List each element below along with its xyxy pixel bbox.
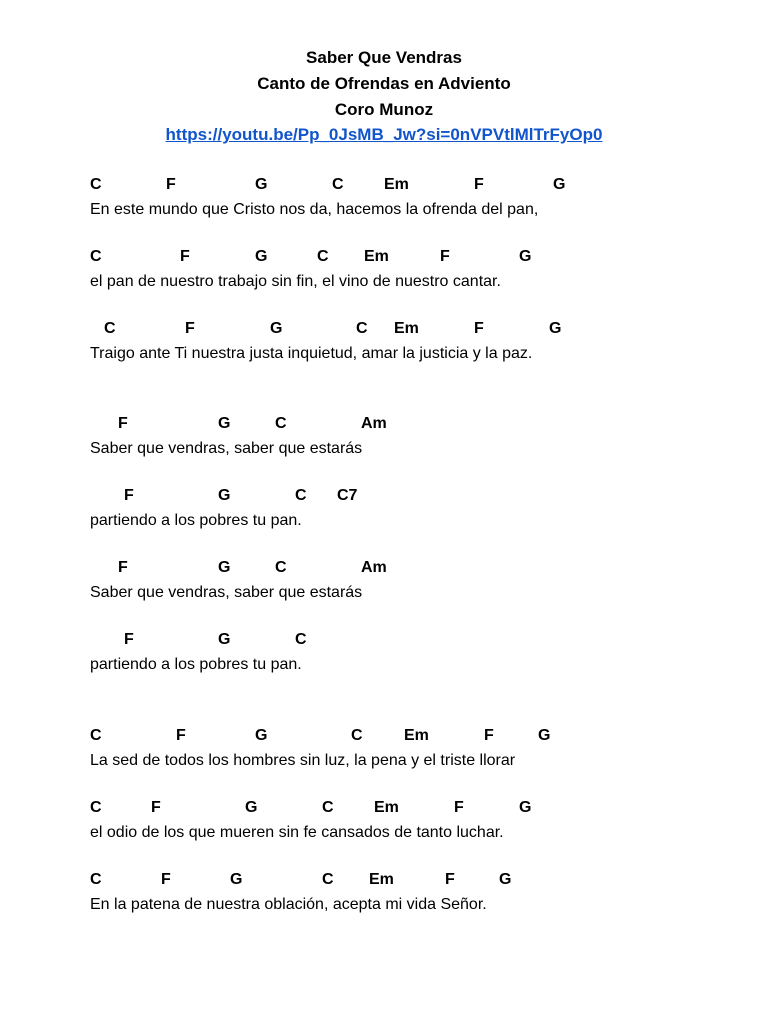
lyric-line: Traigo ante Ti nuestra justa inquietud, amar la justicia y la paz. bbox=[90, 345, 533, 362]
chord: G bbox=[519, 799, 532, 816]
chord: Am bbox=[361, 415, 387, 432]
chord: C bbox=[295, 487, 307, 504]
chord: F bbox=[166, 176, 176, 193]
lyric-line: Saber que vendras, saber que estarás bbox=[90, 584, 363, 601]
chord: C bbox=[90, 248, 102, 265]
chord: F bbox=[118, 559, 128, 576]
chord: F bbox=[124, 487, 134, 504]
chord: Em bbox=[404, 727, 429, 744]
chord: C bbox=[90, 176, 102, 193]
chord: F bbox=[151, 799, 161, 816]
lyric-line: En la patena de nuestra oblación, acepta mi vida Señor. bbox=[90, 896, 487, 913]
chord: G bbox=[255, 727, 268, 744]
chord: Em bbox=[384, 176, 409, 193]
chord: F bbox=[118, 415, 128, 432]
chord: F bbox=[474, 320, 484, 337]
chord: Em bbox=[369, 871, 394, 888]
lyric-line: En este mundo que Cristo nos da, hacemos la ofrenda del pan, bbox=[90, 201, 539, 218]
chord: G bbox=[218, 487, 231, 504]
chord: G bbox=[218, 559, 231, 576]
youtube-link[interactable]: https://youtu.be/Pp_0JsMB_Jw?si=0nVPVtlMlTrFyOp0 bbox=[165, 125, 603, 144]
song-subtitle: Canto de Ofrendas en Adviento bbox=[257, 74, 511, 93]
lyric-line: partiendo a los pobres tu pan. bbox=[90, 656, 302, 673]
chord: G bbox=[230, 871, 243, 888]
chord: C bbox=[275, 559, 287, 576]
chord: F bbox=[440, 248, 450, 265]
chord: G bbox=[255, 248, 268, 265]
chord: C bbox=[332, 176, 344, 193]
chord: C bbox=[322, 799, 334, 816]
chord: F bbox=[124, 631, 134, 648]
lyric-line: partiendo a los pobres tu pan. bbox=[90, 512, 302, 529]
lyric-line: Saber que vendras, saber que estarás bbox=[90, 440, 363, 457]
chord: C7 bbox=[337, 487, 358, 504]
chord: C bbox=[104, 320, 116, 337]
chord: C bbox=[351, 727, 363, 744]
chord: Am bbox=[361, 559, 387, 576]
chord: G bbox=[218, 631, 231, 648]
chord: G bbox=[255, 176, 268, 193]
chord: C bbox=[90, 727, 102, 744]
chord: Em bbox=[394, 320, 419, 337]
chord: C bbox=[90, 799, 102, 816]
chord: G bbox=[245, 799, 258, 816]
chord: G bbox=[538, 727, 551, 744]
chord: G bbox=[553, 176, 566, 193]
chord: C bbox=[356, 320, 368, 337]
chord: G bbox=[270, 320, 283, 337]
chord: F bbox=[161, 871, 171, 888]
chord: C bbox=[317, 248, 329, 265]
chord: C bbox=[322, 871, 334, 888]
lyric-line: el odio de los que mueren sin fe cansados de tanto luchar. bbox=[90, 824, 504, 841]
chord: G bbox=[549, 320, 562, 337]
chord: F bbox=[185, 320, 195, 337]
chord: C bbox=[90, 871, 102, 888]
song-title: Saber Que Vendras bbox=[306, 48, 462, 67]
chord: F bbox=[445, 871, 455, 888]
chord: F bbox=[176, 727, 186, 744]
chord: F bbox=[180, 248, 190, 265]
chord: G bbox=[519, 248, 532, 265]
chord: C bbox=[275, 415, 287, 432]
chord: Em bbox=[364, 248, 389, 265]
chord: F bbox=[474, 176, 484, 193]
lyric-line: el pan de nuestro trabajo sin fin, el vino de nuestro cantar. bbox=[90, 273, 501, 290]
lyric-line: La sed de todos los hombres sin luz, la pena y el triste llorar bbox=[90, 752, 516, 769]
chord: Em bbox=[374, 799, 399, 816]
chord: F bbox=[454, 799, 464, 816]
chord: G bbox=[499, 871, 512, 888]
chord: C bbox=[295, 631, 307, 648]
chord: G bbox=[218, 415, 231, 432]
chord: F bbox=[484, 727, 494, 744]
song-author: Coro Munoz bbox=[334, 100, 434, 119]
